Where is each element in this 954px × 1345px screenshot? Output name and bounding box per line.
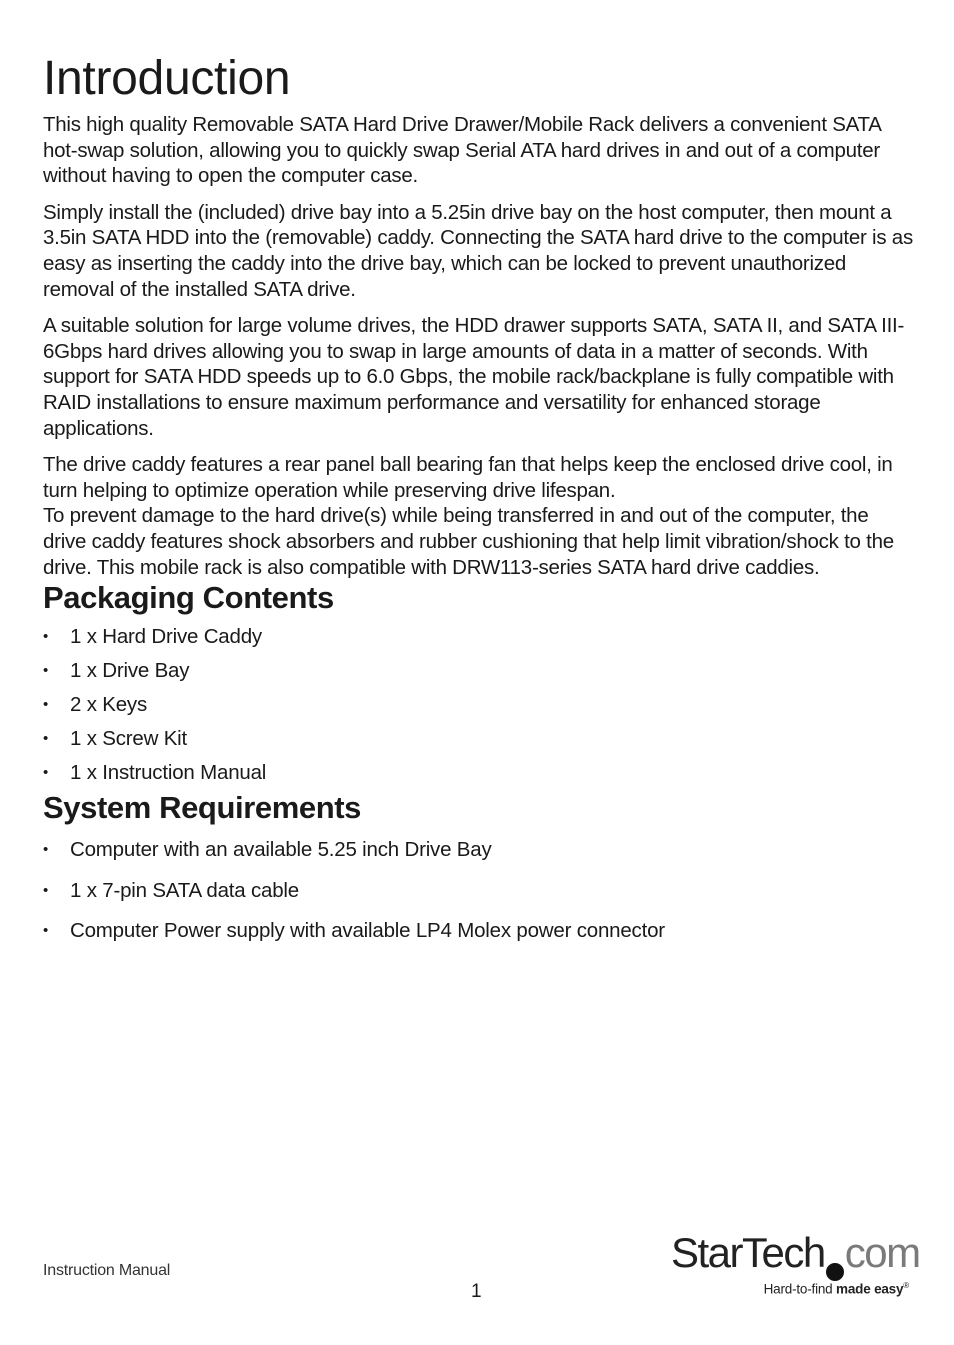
bullet-icon: • (43, 881, 49, 899)
bullet-icon: • (43, 764, 49, 782)
intro-paragraph-5: To prevent damage to the hard drive(s) while being transferred in and out of the computer, the drive caddy features shock absorbers and rubber cushioning that help limit vibration/shock to the drive. This mobile rack is also compatible with DRW113-series SATA hard drive caddies. (43, 504, 894, 579)
packaging-contents-list (43, 620, 913, 790)
list-item-text: 1 x Screw Kit (70, 727, 188, 751)
list-item (43, 871, 913, 912)
list-item-text: Computer with an available 5.25 inch Drive Bay (70, 838, 492, 862)
list-item-text: 1 x Instruction Manual (70, 761, 267, 785)
list-item (43, 756, 913, 790)
list-item (43, 722, 913, 756)
footer-document-label: Instruction Manual (43, 1262, 171, 1279)
logo-tagline-plain: Hard-to-find (763, 1281, 837, 1297)
list-item (43, 830, 913, 871)
list-item (43, 620, 913, 654)
packaging-contents-heading: Packaging Contents (43, 580, 334, 616)
intro-paragraph-2: Simply install the (included) drive bay into a 5.25in drive bay on the host computer, then mount a 3.5in SATA HDD into the (removable) caddy. Connecting the SATA hard drive to the computer is as easy as inserting the caddy into the drive bay, which can be locked to prevent unauthorized removal of the installed SATA drive. (43, 200, 913, 301)
list-item-text: 1 x Drive Bay (70, 659, 190, 683)
intro-paragraph-1: This high quality Removable SATA Hard Drive Drawer/Mobile Rack delivers a convenient SATA hot-swap solution, allowing you to quickly swap Serial ATA hard drives in and out of a computer without having to open the computer case. (43, 113, 881, 188)
intro-paragraph-4: The drive caddy features a rear panel ball bearing fan that helps keep the enclosed drive cool, in turn helping to optimize operation while preserving drive lifespan. (43, 453, 893, 502)
registered-mark: ® (903, 1281, 909, 1290)
list-item-text: 2 x Keys (70, 693, 148, 717)
document-page (43, 50, 913, 952)
logo-domain-text: com (844, 1229, 920, 1276)
system-requirements-list (43, 830, 913, 952)
list-item (43, 688, 913, 722)
bullet-icon: • (43, 730, 49, 748)
logo-tagline (764, 1281, 909, 1297)
list-item (43, 911, 913, 952)
bullet-icon: • (43, 628, 49, 646)
logo-wordmark (671, 1228, 920, 1281)
bullet-icon: • (43, 922, 49, 940)
bullet-icon: • (43, 662, 49, 680)
introduction-heading: Introduction (43, 52, 291, 105)
logo-tagline-bold: made easy (836, 1281, 904, 1297)
bullet-icon: • (43, 696, 49, 714)
intro-paragraph-3: A suitable solution for large volume drives, the HDD drawer supports SATA, SATA II, and SATA III-6Gbps hard drives allowing you to swap in large amounts of data in a matter of seconds. With support for SATA HDD speeds up to 6.0 Gbps, the mobile rack/backplane is fully compatible with RAID installations to ensure maximum performance and versatility for enhanced storage applications. (43, 314, 905, 440)
list-item-text: 1 x Hard Drive Caddy (70, 625, 262, 649)
logo-brand-text: StarTech (671, 1229, 825, 1276)
page-number: 1 (471, 1281, 482, 1302)
list-item (43, 654, 913, 688)
startech-logo (671, 1228, 920, 1304)
bullet-icon: • (43, 841, 49, 859)
logo-dot-icon (826, 1263, 844, 1281)
system-requirements-heading: System Requirements (43, 790, 362, 826)
list-item-text: 1 x 7-pin SATA data cable (70, 878, 299, 902)
list-item-text: Computer Power supply with available LP4 Molex power connector (70, 919, 665, 943)
